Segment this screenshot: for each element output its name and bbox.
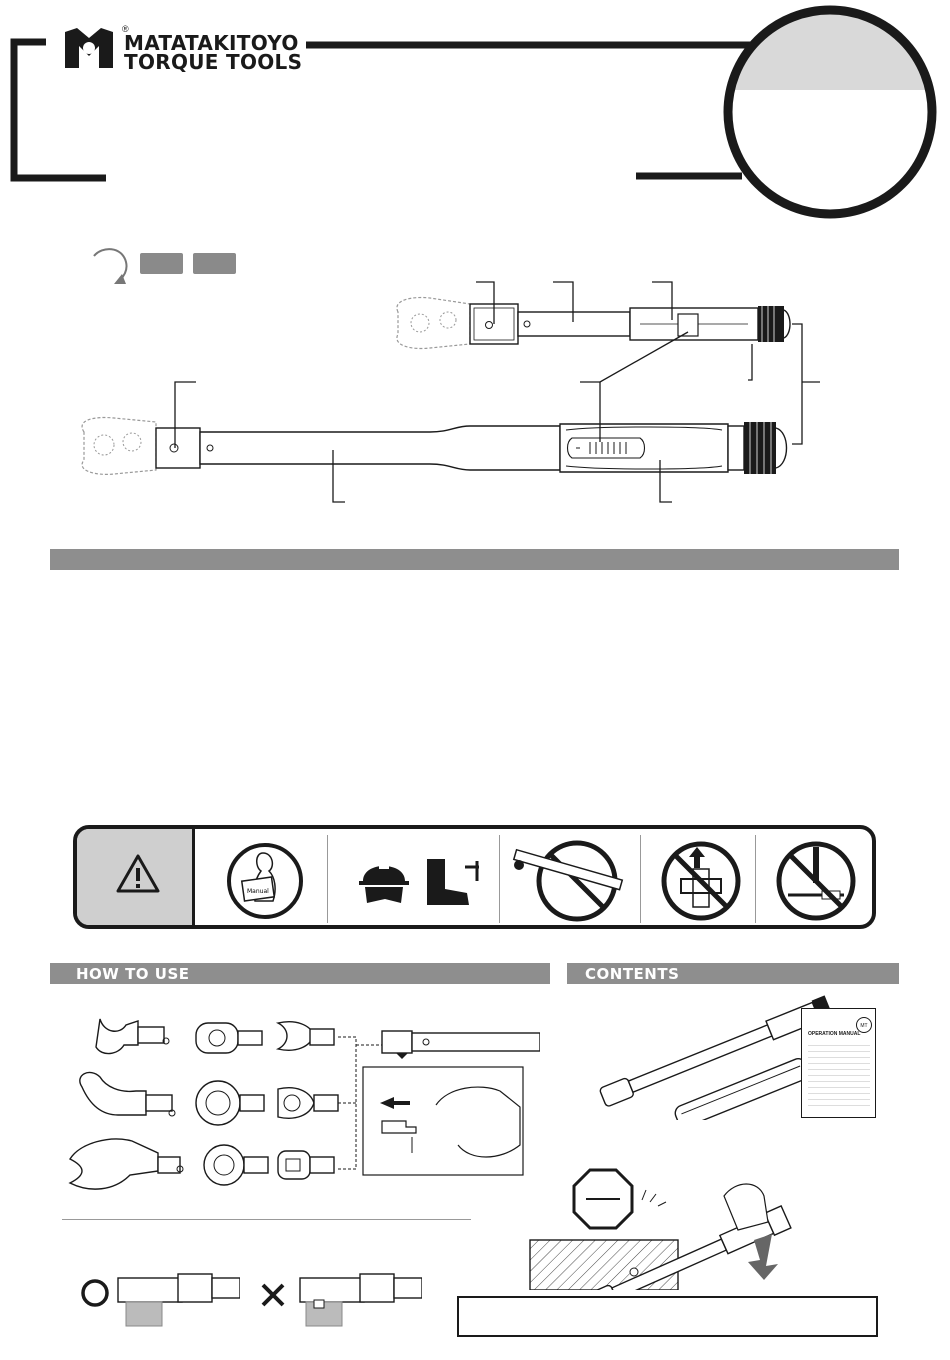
manual-card-title: OPERATION MANUAL (808, 1031, 861, 1037)
instruction-box (457, 1296, 878, 1337)
brand-name-line2: TORQUE TOOLS (124, 50, 303, 74)
warning-strip (73, 825, 876, 929)
contents-title: CONTENTS (585, 965, 680, 983)
click-stop-illustration (528, 1160, 818, 1290)
no-extension-pipe-icon (509, 837, 637, 925)
helmet-goggles-boots-icon (357, 847, 487, 917)
contents-bar (567, 963, 899, 984)
no-hammer-icon (774, 839, 858, 923)
warning-triangle-icon (115, 853, 161, 895)
how-to-use-divider (62, 1219, 471, 1220)
bad-grip-diagram (298, 1270, 422, 1330)
brand-name-line1: MATATAKITOYO (124, 31, 299, 55)
header-badge-circle (722, 4, 938, 220)
interchangeable-heads-diagram (60, 995, 540, 1195)
manual-card-badge: MT (856, 1017, 872, 1033)
large-wrench (82, 418, 786, 475)
manual-text-label: Manual (247, 888, 269, 895)
no-loosening-icon (659, 839, 743, 923)
how-to-use-title: HOW TO USE (76, 965, 190, 983)
how-to-use-bar (50, 963, 550, 984)
wrench-parts-diagram (0, 270, 950, 515)
small-wrench (397, 298, 790, 349)
cross-ng-icon (258, 1280, 288, 1310)
operation-manual-card (801, 1008, 876, 1118)
read-manual-icon (225, 841, 305, 921)
good-grip-diagram (116, 1270, 240, 1330)
circle-ok-icon (80, 1278, 110, 1308)
spec-section-bar (50, 549, 899, 570)
registered-mark: ® (122, 24, 129, 34)
